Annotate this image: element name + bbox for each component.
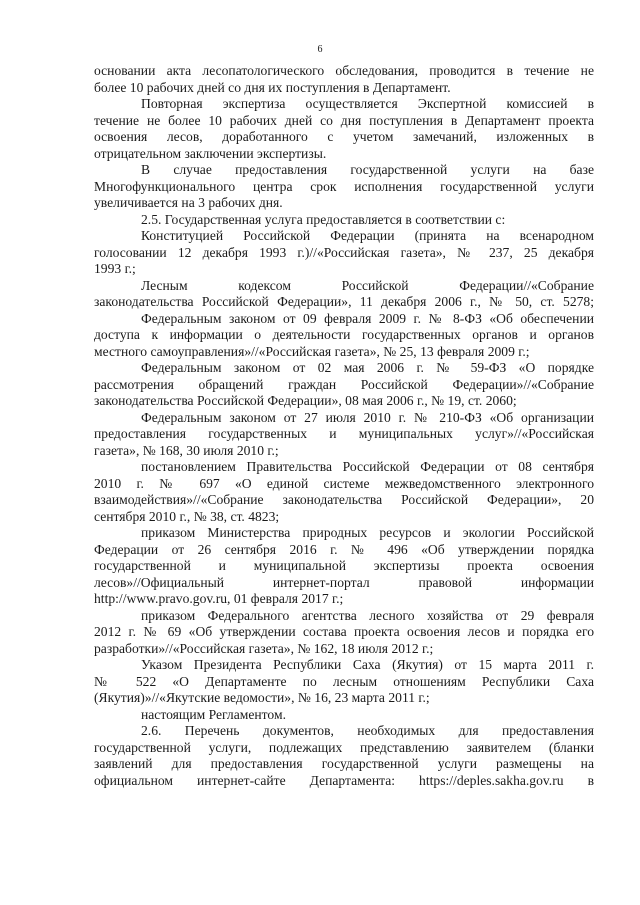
text-line: освоения лесов, доработанного с учетом замечаний, изложенных в bbox=[94, 129, 594, 144]
text-line: Многофункционального центра срок исполнения государственной услуги bbox=[94, 178, 594, 194]
text-line: Федеральным законом от 27 июля 2010 г. № 210-ФЗ «Об организации bbox=[141, 409, 594, 425]
text-line: лесов»//Официальный интернет-портал правовой информации bbox=[94, 574, 594, 590]
text-line: Федеральным законом от 09 февраля 2009 г. № 8-ФЗ «Об обеспечении bbox=[141, 310, 594, 326]
text-line: официальном интернет-сайте Департамента: https://deples.sakha.gov.ru в bbox=[94, 772, 594, 788]
text-line: Федеральным законом от 02 мая 2006 г. № 59-ФЗ «О порядке bbox=[141, 360, 594, 375]
text-line: рассмотрения обращений граждан Российской Федерации»//«Собрание bbox=[94, 376, 594, 392]
text-line: государственной услуги, подлежащих представлению заявителем (бланки bbox=[94, 739, 594, 755]
text-line: заявлений для предоставления государственной услуги размещены на bbox=[94, 756, 594, 771]
text-line: приказом Министерства природных ресурсов и экологии Российской bbox=[141, 525, 594, 540]
text-line: 2012 г. № 69 «Об утверждении состава проекта освоения лесов и порядка его bbox=[94, 624, 594, 639]
text-line: предоставления государственных и муниципальных услуг»//«Российская bbox=[94, 426, 594, 441]
text-line: сентября 2010 г., № 38, ст. 4823; bbox=[94, 508, 280, 524]
text-line: основании акта лесопатологического обследования, проводится в течение не bbox=[94, 63, 594, 78]
text-line: увеличивается на 3 рабочих дня. bbox=[94, 195, 283, 210]
text-line: 1993 г.; bbox=[94, 261, 136, 276]
text-line: настоящим Регламентом. bbox=[141, 706, 286, 722]
text-line: (Якутия)»//«Якутские ведомости», № 16, 23 марта 2011 г.; bbox=[94, 690, 430, 705]
text-line: более 10 рабочих дней со дня их поступления в Департамент. bbox=[94, 79, 451, 95]
text-line: газета», № 168, 30 июля 2010 г.; bbox=[94, 442, 279, 458]
text-line: отрицательном заключении экспертизы. bbox=[94, 145, 327, 161]
text-line: течение не более 10 рабочих дней со дня поступления в Департамент проекта bbox=[94, 112, 594, 128]
text-line: Лесным кодексом Российской Федерации//«Собрание bbox=[141, 277, 594, 293]
text-line: В случае предоставления государственной услуги на базе bbox=[141, 162, 594, 177]
text-line: № 522 «О Департаменте по лесным отношениям Республики Саха bbox=[94, 673, 594, 689]
text-line: голосовании 12 декабря 1993 г.)//«Российская газета», № 237, 25 декабря bbox=[94, 244, 594, 260]
text-line: взаимодействия»//«Собрание законодательства Российской Федерации», 20 bbox=[94, 492, 594, 507]
text-line: http://www.pravo.gov.ru, 01 февраля 2017 г.; bbox=[94, 591, 344, 606]
text-line: местного самоуправления»//«Российская газета», № 25, 13 февраля 2009 г.; bbox=[94, 343, 530, 359]
body-text bbox=[94, 63, 594, 789]
text-line: приказом Федерального агентства лесного хозяйства от 29 февраля bbox=[141, 607, 594, 623]
text-line: разработки»//«Российская газета», № 162, 18 июля 2012 г.; bbox=[94, 640, 434, 656]
text-line: Повторная экспертиза осуществляется Экспертной комиссией в bbox=[141, 96, 594, 111]
text-line: Федерации от 26 сентября 2016 г. № 496 «Об утверждении порядка bbox=[94, 541, 594, 557]
text-line: 2010 г. № 697 «О единой системе межведомственного электронного bbox=[94, 475, 594, 491]
text-line: законодательства Российской Федерации», 11 декабря 2006 г., № 50, ст. 5278; bbox=[94, 294, 594, 309]
text-line: законодательства Российской Федерации», 08 мая 2006 г., № 19, ст. 2060; bbox=[94, 393, 517, 408]
text-line: 2.5. Государственная услуга предоставляется в соответствии с: bbox=[141, 211, 506, 227]
text-line: 2.6. Перечень документов, необходимых для предоставления bbox=[141, 723, 594, 738]
text-line: постановлением Правительства Российской Федерации от 08 сентября bbox=[141, 459, 594, 474]
text-line: доступа к информации о деятельности государственных органов и органов bbox=[94, 327, 594, 342]
page-number: 6 bbox=[317, 44, 323, 55]
text-line: государственной и муниципальной экспертизы проекта освоения bbox=[94, 558, 594, 573]
text-line: Конституцией Российской Федерации (принята на всенародном bbox=[141, 228, 594, 243]
text-line: Указом Президента Республики Саха (Якутия) от 15 марта 2011 г. bbox=[141, 657, 594, 672]
